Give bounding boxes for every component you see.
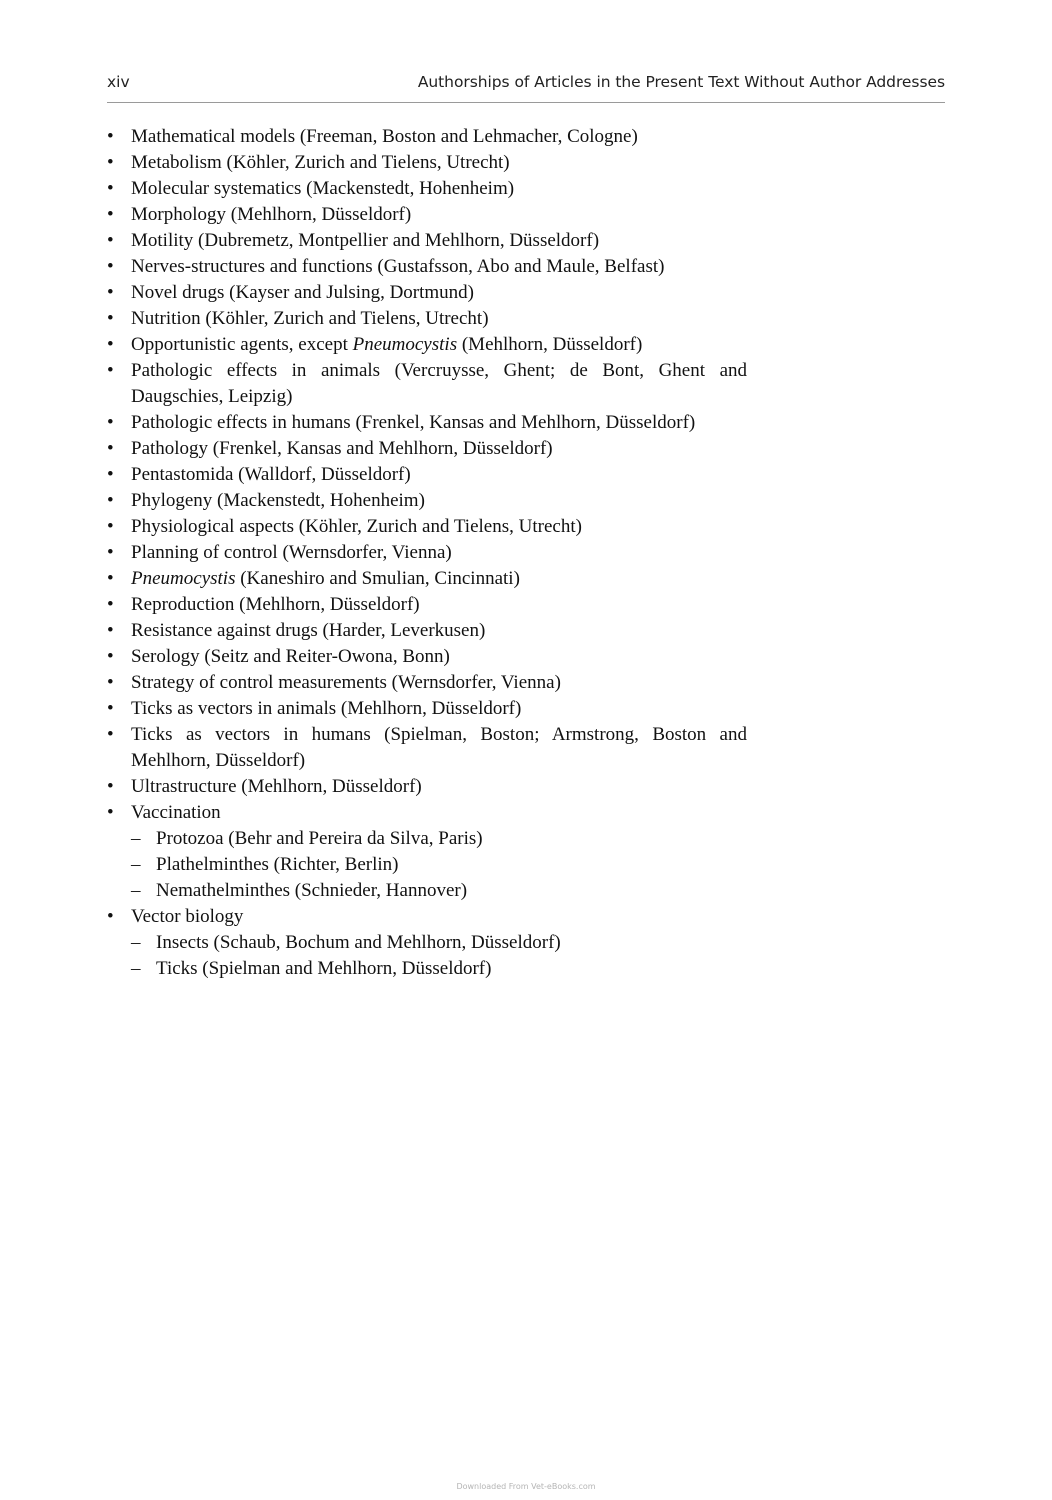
bullet-marker: • xyxy=(107,438,114,459)
list-item xyxy=(107,514,747,540)
item-text: Metabolism (Köhler, Zurich and Tielens, Utrecht) xyxy=(131,152,510,173)
item-italic-text: Pneumocystis xyxy=(352,334,458,355)
sub-list-item xyxy=(107,930,747,956)
item-text: Resistance against drugs (Harder, Leverkusen) xyxy=(131,620,486,641)
dash-marker: – xyxy=(131,854,141,875)
item-text: Pathologic effects in humans (Frenkel, Kansas and Mehlhorn, Düsseldorf) xyxy=(131,412,696,433)
item-text: Protozoa (Behr and Pereira da Silva, Paris) xyxy=(156,828,483,849)
list-item xyxy=(107,124,747,150)
list-item xyxy=(107,228,747,254)
list-item xyxy=(107,618,747,644)
dash-marker: – xyxy=(131,958,141,979)
bullet-marker: • xyxy=(107,360,114,381)
bullet-marker: • xyxy=(107,594,114,615)
bullet-marker: • xyxy=(107,126,114,147)
item-text: Phylogeny (Mackenstedt, Hohenheim) xyxy=(131,490,425,511)
list-item xyxy=(107,462,747,488)
item-text: Motility (Dubremetz, Montpellier and Mehlhorn, Düsseldorf) xyxy=(131,230,600,251)
list-item xyxy=(107,592,747,618)
list-item xyxy=(107,176,747,202)
item-italic-text: Pneumocystis xyxy=(131,568,236,589)
list-item xyxy=(107,358,747,410)
item-text: Morphology (Mehlhorn, Düsseldorf) xyxy=(131,204,412,225)
item-text: Pathology (Frenkel, Kansas and Mehlhorn, Düsseldorf) xyxy=(131,438,553,459)
list-item xyxy=(107,800,747,826)
list-item xyxy=(107,410,747,436)
bullet-marker: • xyxy=(107,776,114,797)
item-text: Serology (Seitz and Reiter-Owona, Bonn) xyxy=(131,646,450,667)
sub-list-item xyxy=(107,826,747,852)
running-title: Authorships of Articles in the Present Text Without Author Addresses xyxy=(417,73,945,91)
item-text: Ticks as vectors in humans (Spielman, Boston; Armstrong, Boston and Mehlhorn, Düsseldorf) xyxy=(131,724,747,771)
item-text: Molecular systematics (Mackenstedt, Hohenheim) xyxy=(131,178,515,199)
bullet-marker: • xyxy=(107,646,114,667)
list-item xyxy=(107,904,747,930)
item-text: Novel drugs (Kayser and Julsing, Dortmund) xyxy=(131,282,475,303)
sub-list-item xyxy=(107,878,747,904)
bullet-marker: • xyxy=(107,308,114,329)
bullet-marker: • xyxy=(107,230,114,251)
item-text: Ultrastructure (Mehlhorn, Düsseldorf) xyxy=(131,776,422,797)
list-item xyxy=(107,540,747,566)
item-text: Pathologic effects in animals (Vercruysse, Ghent; de Bont, Ghent and Daugschies, Leipzig) xyxy=(131,360,747,407)
bullet-marker: • xyxy=(107,490,114,511)
bullet-marker: • xyxy=(107,152,114,173)
item-text: Nerves-structures and functions (Gustafsson, Abo and Maule, Belfast) xyxy=(131,256,665,277)
bullet-marker: • xyxy=(107,178,114,199)
item-text: (Mehlhorn, Düsseldorf) xyxy=(457,334,643,355)
list-item xyxy=(107,306,747,332)
list-item xyxy=(107,488,747,514)
bullet-marker: • xyxy=(107,464,114,485)
item-text: Opportunistic agents, except xyxy=(131,334,353,355)
bullet-marker: • xyxy=(107,516,114,537)
item-text: Strategy of control measurements (Wernsdorfer, Vienna) xyxy=(131,672,561,693)
dash-marker: – xyxy=(131,932,141,953)
list-item xyxy=(107,150,747,176)
bullet-marker: • xyxy=(107,724,114,745)
list-item xyxy=(107,280,747,306)
bullet-marker: • xyxy=(107,256,114,277)
item-text: Pentastomida (Walldorf, Düsseldorf) xyxy=(131,464,411,485)
list-item xyxy=(107,670,747,696)
bullet-marker: • xyxy=(107,334,114,355)
list-item xyxy=(107,254,747,280)
dash-marker: – xyxy=(131,828,141,849)
item-text: Ticks (Spielman and Mehlhorn, Düsseldorf) xyxy=(156,958,492,979)
item-text: (Kaneshiro and Smulian, Cincinnati) xyxy=(235,568,520,589)
bullet-marker: • xyxy=(107,906,114,927)
bullet-marker: • xyxy=(107,620,114,641)
dash-marker: – xyxy=(131,880,141,901)
list-item xyxy=(107,436,747,462)
bullet-marker: • xyxy=(107,698,114,719)
bullet-marker: • xyxy=(107,542,114,563)
bullet-marker: • xyxy=(107,412,114,433)
list-item xyxy=(107,566,747,592)
item-text: Physiological aspects (Köhler, Zurich and Tielens, Utrecht) xyxy=(131,516,582,537)
bullet-marker: • xyxy=(107,204,114,225)
item-text: Nutrition (Köhler, Zurich and Tielens, Utrecht) xyxy=(131,308,489,329)
list-item xyxy=(107,202,747,228)
list-item xyxy=(107,722,747,774)
bullet-marker: • xyxy=(107,282,114,303)
list-item xyxy=(107,696,747,722)
list-item xyxy=(107,644,747,670)
item-text: Planning of control (Wernsdorfer, Vienna) xyxy=(131,542,452,563)
sub-list-item xyxy=(107,852,747,878)
item-text: Nemathelminthes (Schnieder, Hannover) xyxy=(156,880,468,901)
bullet-marker: • xyxy=(107,672,114,693)
item-text: Vaccination xyxy=(131,802,221,823)
bullet-marker: • xyxy=(107,568,114,589)
sub-list-item xyxy=(107,956,747,982)
page-number: xiv xyxy=(107,73,130,91)
item-text: Insects (Schaub, Bochum and Mehlhorn, Düsseldorf) xyxy=(156,932,561,953)
item-text: Vector biology xyxy=(131,906,244,927)
list-item xyxy=(107,332,747,358)
running-header xyxy=(107,72,945,103)
item-text: Mathematical models (Freeman, Boston and Lehmacher, Cologne) xyxy=(131,126,638,147)
bullet-marker: • xyxy=(107,802,114,823)
download-watermark: Downloaded From Vet-eBooks.com xyxy=(456,1482,596,1491)
item-text: Reproduction (Mehlhorn, Düsseldorf) xyxy=(131,594,420,615)
list-item xyxy=(107,774,747,800)
item-text: Ticks as vectors in animals (Mehlhorn, Düsseldorf) xyxy=(131,698,522,719)
authorship-list xyxy=(107,124,747,982)
item-text: Plathelminthes (Richter, Berlin) xyxy=(156,854,399,875)
